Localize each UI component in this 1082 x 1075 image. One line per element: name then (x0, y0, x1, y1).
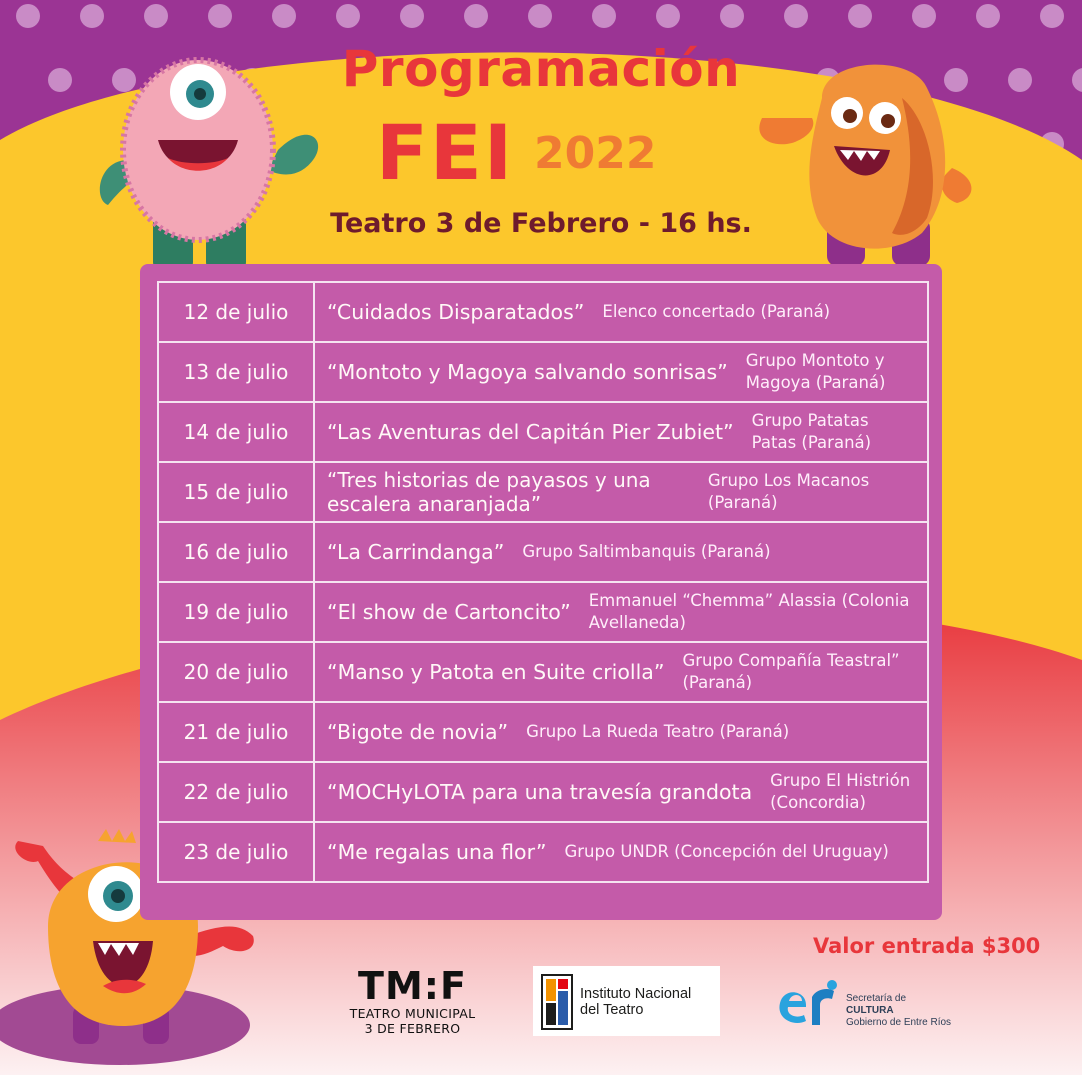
schedule-date: 22 de julio (158, 762, 314, 822)
er-text (846, 993, 951, 1029)
schedule-row (158, 582, 928, 642)
show-title: “Las Aventuras del Capitán Pier Zubiet” (327, 420, 734, 444)
schedule-row (158, 342, 928, 402)
schedule-info-wrap (327, 410, 917, 454)
schedule-row (158, 522, 928, 582)
group-name: Grupo La Rueda Teatro (Paraná) (526, 722, 790, 741)
schedule-info (314, 522, 928, 582)
schedule-info (314, 702, 928, 762)
schedule-date: 20 de julio (158, 642, 314, 702)
schedule-row (158, 762, 928, 822)
show-title: “El show de Cartoncito” (327, 600, 571, 624)
polka-dot (16, 4, 40, 28)
polka-dot (400, 4, 424, 28)
schedule-info-wrap (327, 590, 917, 634)
polka-dot (464, 4, 488, 28)
schedule-date: 21 de julio (158, 702, 314, 762)
er-line1: Secretaría de (846, 993, 907, 1004)
schedule-info-wrap (327, 468, 917, 516)
group-name: Elenco concertado (Paraná) (602, 302, 831, 321)
polka-dot (336, 4, 360, 28)
schedule-row (158, 462, 928, 522)
group-name: Emmanuel “Chemma” Alassia (Colonia Avellaneda) (588, 591, 910, 632)
teatro-municipal-logo (345, 966, 480, 1036)
schedule-info-wrap (327, 650, 917, 694)
schedule-info-wrap (327, 770, 917, 814)
tmf-line1: TEATRO MUNICIPAL (349, 1006, 476, 1021)
polka-dot (272, 4, 296, 28)
schedule-info (314, 642, 928, 702)
polka-dot (784, 4, 808, 28)
page-title: Programación (341, 40, 741, 98)
group-name: Grupo Patatas Patas (Paraná) (751, 411, 872, 452)
er-line3: Gobierno de Entre Ríos (846, 1017, 952, 1028)
schedule-date: 12 de julio (158, 282, 314, 342)
polka-dot (848, 4, 872, 28)
schedule-info (314, 822, 928, 882)
schedule-row (158, 402, 928, 462)
schedule-date: 23 de julio (158, 822, 314, 882)
schedule-info (314, 282, 928, 342)
event-name: FEI (376, 108, 515, 197)
polka-dot (656, 4, 680, 28)
schedule-date: 13 de julio (158, 342, 314, 402)
schedule-info-wrap (327, 720, 917, 744)
schedule-info (314, 762, 928, 822)
polka-dot (592, 4, 616, 28)
tmf-mark: TM:F (358, 964, 467, 1008)
schedule-info (314, 342, 928, 402)
polka-dot (976, 4, 1000, 28)
show-title: “Manso y Patota en Suite criolla” (327, 660, 665, 684)
int-line1: Instituto Nacional (580, 986, 692, 1002)
show-title: “La Carrindanga” (327, 540, 505, 564)
polka-dot (80, 4, 104, 28)
schedule-info (314, 582, 928, 642)
schedule-table (157, 281, 929, 883)
int-line2: del Teatro (580, 1002, 644, 1018)
schedule-info-wrap (327, 840, 917, 864)
polka-dot (912, 4, 936, 28)
schedule-date: 19 de julio (158, 582, 314, 642)
schedule-row (158, 282, 928, 342)
show-title: “Cuidados Disparatados” (327, 300, 585, 324)
show-title: “Me regalas una flor” (327, 840, 547, 864)
er-line2: CULTURA (846, 1005, 894, 1016)
group-name: Grupo Los Macanos (Paraná) (707, 471, 870, 512)
tmf-line2: 3 DE FEBRERO (364, 1021, 461, 1036)
schedule-date: 15 de julio (158, 462, 314, 522)
group-name: Grupo UNDR (Concepción del Uruguay) (564, 842, 889, 861)
schedule-info-wrap (327, 350, 917, 394)
group-name: Grupo Montoto y Magoya (Paraná) (745, 351, 886, 392)
show-title: “Tres historias de payasos y una escalera anaranjada” (327, 468, 651, 516)
group-name: Grupo El Histrión (Concordia) (770, 771, 911, 812)
polka-dot (1040, 4, 1064, 28)
schedule-info-wrap (327, 540, 917, 564)
er-mark-icon (776, 975, 842, 1031)
schedule-body (158, 282, 928, 882)
polka-dot (144, 4, 168, 28)
instituto-nacional-teatro-logo (533, 966, 720, 1036)
group-name: Grupo Compañía Teastral” (Paraná) (682, 651, 900, 692)
schedule-date: 16 de julio (158, 522, 314, 582)
show-title: “Montoto y Magoya salvando sonrisas” (327, 360, 728, 384)
schedule-row (158, 702, 928, 762)
show-title: “MOCHyLOTA para una travesía grandota (327, 780, 753, 804)
secretaria-cultura-logo (776, 975, 976, 1035)
group-name: Grupo Saltimbanquis (Paraná) (522, 542, 771, 561)
show-title: “Bigote de novia” (327, 720, 509, 744)
polka-dot (528, 4, 552, 28)
int-text (580, 986, 691, 1018)
event-year: 2022 (534, 128, 657, 179)
schedule-info (314, 462, 928, 522)
schedule-row (158, 642, 928, 702)
venue-time: Teatro 3 de Febrero - 16 hs. (330, 208, 752, 239)
schedule-row (158, 822, 928, 882)
int-emblem-icon (541, 974, 573, 1030)
schedule-info-wrap (327, 300, 917, 324)
ticket-price: Valor entrada $300 (813, 934, 1041, 958)
polka-dot (720, 4, 744, 28)
schedule-date: 14 de julio (158, 402, 314, 462)
polka-dot (208, 4, 232, 28)
schedule-info (314, 402, 928, 462)
